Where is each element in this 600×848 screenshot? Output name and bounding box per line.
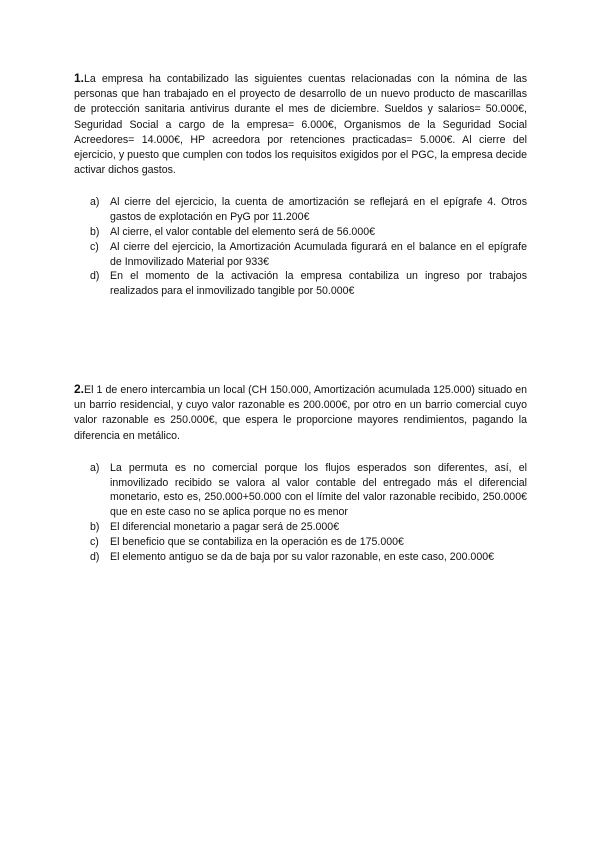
option-text: El elemento antiguo se da de baja por su valor razonable, en este caso, 200.000€ [110, 550, 494, 563]
option-letter: d) [90, 550, 100, 563]
option-text: La permuta es no comercial porque los flujos esperados son diferentes, así, el inmovilizado recibido se valora al valor contable del entregado más el diferencial monetario, esto es, 250.000+50.000 con el límite del valor razonable recibido, 250.000€ que en este caso no se aplica porque no es menor [110, 461, 527, 519]
question-stem [74, 71, 527, 178]
question-number: 2. [74, 382, 85, 396]
question-2 [74, 382, 527, 564]
option-d [74, 550, 527, 565]
option-letter: b) [90, 226, 100, 239]
option-a [74, 461, 527, 520]
option-a [74, 195, 527, 225]
option-text: Al cierre del ejercicio, la cuenta de amortización se reflejará en el epígrafe 4. Otros gastos de explotación en PyG por 11.200€ [110, 196, 527, 224]
option-text: El diferencial monetario a pagar será de 25.000€ [110, 521, 340, 533]
question-text: La empresa ha contabilizado las siguientes cuentas relacionadas con la nómina de las personas que han trabajado en el proyecto de desarrollo de un nuevo producto de mascarillas de protección sanitaria antivirus durante el mes de diciembre. Sueldos y salarios= 50.000€, Seguridad Social a cargo de la empresa= 6.000€, Organismos de la Seguridad Social Acreedores= 14.000€, HP acreedora por retenciones practicadas= 5.000€. Al cierre del ejercicio, y puesto que cumplen con todos los requisitos exigidos por el PGC, la empresa decide activar dichos gastos. [74, 73, 527, 177]
option-text: Al cierre del ejercicio, la Amortización Acumulada figurará en el balance en el epígrafe de Inmovilizado Material por 933€ [110, 240, 527, 268]
option-letter: b) [90, 521, 100, 533]
option-c [74, 535, 527, 550]
option-d [74, 269, 527, 299]
option-text: En el momento de la activación la empresa contabiliza un ingreso por trabajos realizados para el inmovilizado tangible por 50.000€ [110, 270, 527, 298]
option-letter: a) [90, 196, 100, 209]
option-text: Al cierre, el valor contable del elemento será de 56.000€ [110, 226, 376, 239]
question-number: 1. [74, 71, 85, 85]
answer-options [74, 461, 527, 565]
answer-options [74, 195, 527, 299]
option-text: El beneficio que se contabiliza en la operación es de 175.000€ [110, 535, 404, 548]
option-c [74, 240, 527, 270]
option-letter: a) [90, 461, 100, 474]
option-letter: c) [90, 240, 99, 253]
question-stem [74, 382, 527, 444]
question-1 [74, 71, 527, 299]
option-letter: d) [90, 270, 100, 283]
option-letter: c) [90, 535, 99, 548]
option-b [74, 520, 527, 535]
option-b [74, 225, 527, 240]
question-text: El 1 de enero intercambia un local (CH 150.000, Amortización acumulada 125.000) situado en un barrio residencial, y cuyo valor razonable es 200.000€, por otro en un barrio comercial cuyo valor razonable es 250.000€, que espera le proporcione mayores rendimientos, pagando la diferencia en metálico. [74, 384, 527, 442]
